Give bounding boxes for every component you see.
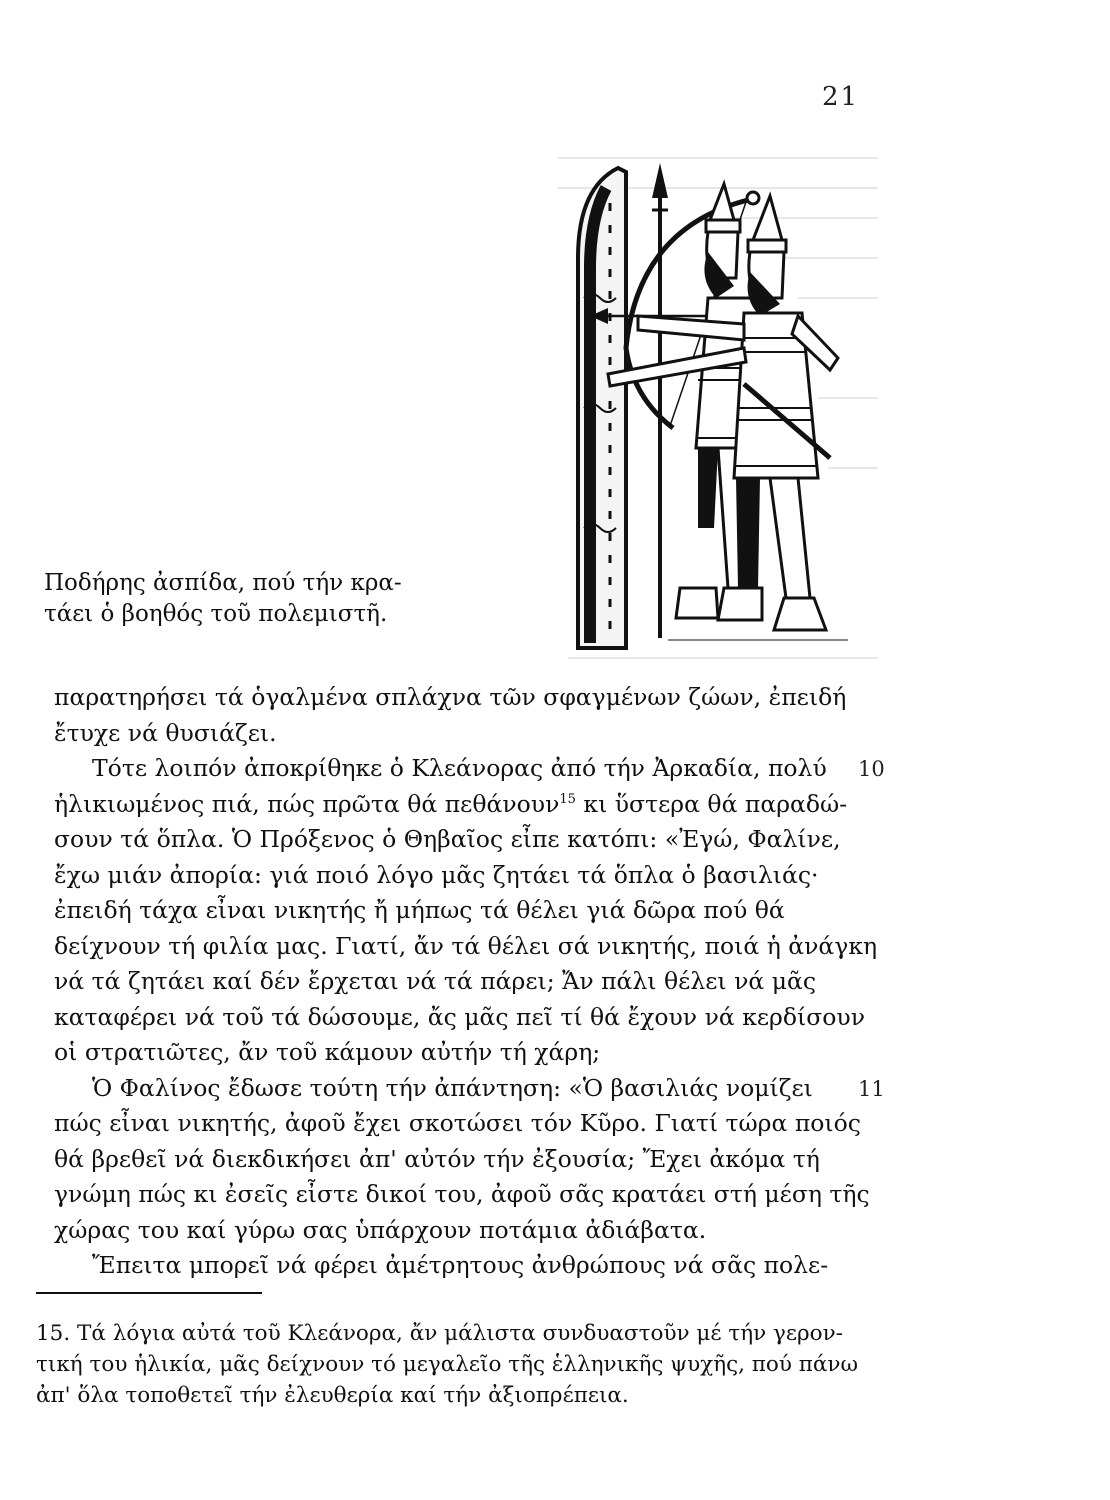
text-line: δείχνουν τή φιλία μας. Γιατί, ἄν τά θέλει σά νικητής, ποιά ἡ ἀνάγκη xyxy=(54,931,878,960)
text-line: πώς εἶναι νικητής, ἀφοῦ ἔχει σκοτώσει τόν Κῦρο. Γιατί τώρα ποιός xyxy=(54,1109,861,1137)
page-number: 21 xyxy=(822,82,860,112)
text-line: παρατηρήσει τά ὁγαλμένα σπλάχνα τῶν σφαγμένων ζώων, ἐπειδή xyxy=(54,683,847,711)
text-line: θά βρεθεῖ νά διεκδικήσει ἀπ' αὐτόν τήν ἐξουσία; Ἔχει ἀκόμα τή xyxy=(54,1144,820,1173)
footnotes xyxy=(36,1318,859,1411)
margin-line-number: 10 xyxy=(858,757,885,781)
text-line: χώρας του καί γύρω σας ὑπάρχουν ποτάμια ἀδιάβατα. xyxy=(54,1215,707,1244)
text-line: Τότε λοιπόν ἀποκρίθηκε ὁ Κλεάνορας ἀπό τήν Ἀρκαδία, πολύ xyxy=(92,754,827,782)
text-line: Ὁ Φαλίνος ἔδωσε τούτη τήν ἀπάντηση: «Ὁ βασιλιάς νομίζει xyxy=(92,1073,813,1102)
text-line: Ἔπειτα μπορεῖ νά φέρει ἀμέτρητους ἀνθρώπους νά σᾶς πολε- xyxy=(92,1251,829,1279)
figure-caption xyxy=(44,568,404,630)
text-line: γνώμη πώς κι ἐσεῖς εἶστε δικοί του, ἀφοῦ σᾶς κρατάει στή μέση τῆς xyxy=(54,1180,870,1208)
footnote-line: τική του ἡλικία, μᾶς δείχνουν τό μεγαλεῖο τῆς ἑλληνικῆς ψυχῆς, πού πάνω xyxy=(36,1352,859,1377)
text-line: ἔχω μιάν ἀπορία: γιά ποιό λόγο μᾶς ζητάει τά ὅπλα ὁ βασιλιάς· xyxy=(54,860,819,889)
text-line: νά τά ζητάει καί δέν ἔρχεται νά τά πάρει; Ἄν πάλι θέλει νά μᾶς xyxy=(54,967,816,995)
text-line: σουν τά ὅπλα. Ὁ Πρόξενος ὁ Θηβαῖος εἶπε κατόπι: «Ἐγώ, Φαλίνε, xyxy=(54,825,841,853)
caption-line: τάει ὁ βοηθός τοῦ πολεμιστῆ. xyxy=(44,601,388,627)
text-line: ἔτυχε νά θυσιάζει. xyxy=(54,718,277,747)
footnote-line: 15. Τά λόγια αὐτά τοῦ Κλεάνορα, ἄν μάλιστα συνδυαστοῦν μέ τήν γερον- xyxy=(36,1321,843,1346)
footnote-line: ἀπ' ὅλα τοποθετεῖ τήν ἐλευθερία καί τήν ἀξιοπρέπεια. xyxy=(36,1383,629,1408)
text-line: ἐπειδή τάχα εἶναι νικητής ἤ μήπως τά θέλει γιά δῶρα πού θά xyxy=(54,896,785,924)
warriors-illustration xyxy=(548,148,888,668)
text-line: οἱ στρατιῶτες, ἄν τοῦ κάμουν αὐτήν τή χάρη; xyxy=(54,1038,601,1066)
footnote-reference: 15 xyxy=(559,791,576,807)
text-line: καταφέρει νά τοῦ τά δώσουμε, ἄς μᾶς πεῖ τί θά ἔχουν νά κερδίσουν xyxy=(54,1002,865,1031)
caption-line: Ποδήρης ἀσπίδα, πού τήν κρα- xyxy=(44,570,402,596)
margin-line-number: 11 xyxy=(858,1076,885,1101)
footnote-divider xyxy=(36,1292,262,1294)
text-line: ἡλικιωμένος πιά, πώς πρῶτα θά πεθάνουν$^{15}$ κι ὕστερα θά παραδώ- xyxy=(54,789,848,818)
